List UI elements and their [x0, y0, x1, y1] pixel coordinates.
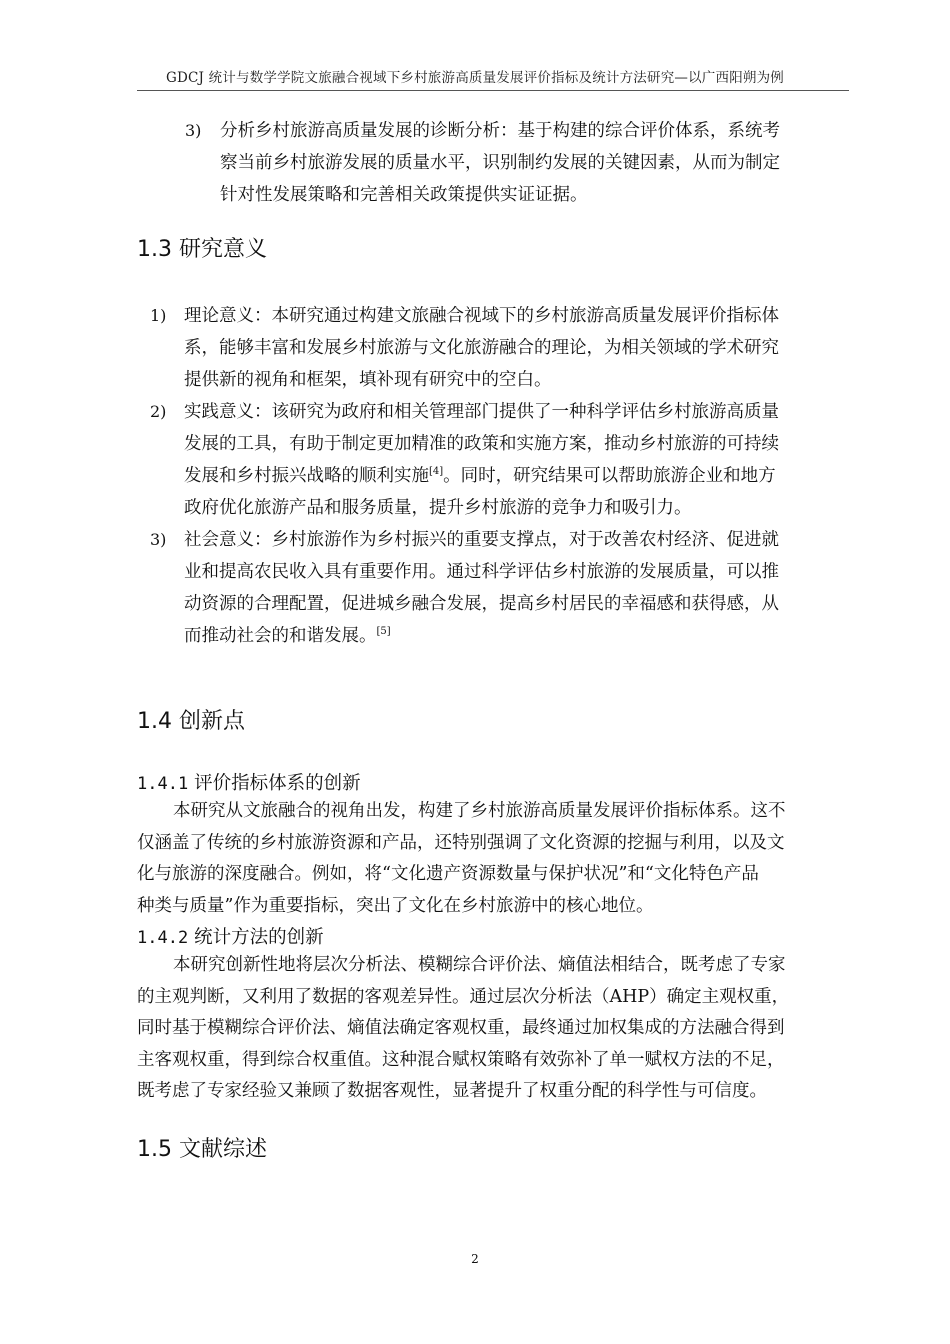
significance-item-1	[184, 300, 779, 396]
subsection-1-4-1-heading	[137, 770, 361, 798]
objective-item-number: 3)	[185, 121, 202, 140]
significance-item-2-number: 2)	[150, 402, 167, 421]
para-1-4-1-line-2: 仅涵盖了传统的乡村旅游资源和产品，还特别强调了文化资源的挖掘与利用，以及文	[137, 832, 785, 853]
subsection-1-4-2-title: 统计方法的创新	[194, 927, 324, 948]
subsection-1-4-1-title: 评价指标体系的创新	[194, 773, 361, 794]
header-rule	[137, 90, 849, 91]
significance-item-1-number: 1)	[150, 306, 167, 325]
significance-item-3-number: 3)	[150, 530, 167, 549]
citation-5[interactable]: [5]	[376, 626, 391, 637]
significance-1-line-2: 系，能够丰富和发展乡村旅游与文化旅游融合的理论，为相关领域的学术研究	[184, 338, 779, 358]
significance-3-line-1: 社会意义：乡村旅游作为乡村振兴的重要支撑点，对于改善农村经济、促进就	[184, 530, 779, 550]
significance-2-line-4: 政府优化旅游产品和服务质量，提升乡村旅游的竞争力和吸引力。	[184, 498, 692, 518]
subsection-1-4-1-paragraph	[137, 796, 849, 922]
significance-3-line-3: 动资源的合理配置，促进城乡融合发展，提高乡村居民的幸福感和获得感，从	[184, 594, 779, 614]
subsection-1-4-2-heading	[137, 924, 324, 952]
section-1-4-heading: 1.4 创新点	[137, 709, 245, 734]
para-1-4-2-line-1: 本研究创新性地将层次分析法、模糊综合评价法、熵值法相结合，既考虑了专家	[173, 955, 786, 975]
significance-3-line-4-text: 而推动社会的和谐发展。	[184, 626, 377, 646]
significance-2-line-3	[184, 460, 779, 492]
significance-1-line-3: 提供新的视角和框架，填补现有研究中的空白。	[184, 370, 552, 390]
significance-2-line-2: 发展的工具，有助于制定更加精准的政策和实施方案，推动乡村旅游的可持续	[184, 434, 779, 454]
subsection-1-4-2-number: 1.4.2	[137, 928, 189, 948]
para-1-4-1-line-1: 本研究从文旅融合的视角出发，构建了乡村旅游高质量发展评价指标体系。这不	[173, 801, 786, 821]
significance-1-line-1: 理论意义：本研究通过构建文旅融合视域下的乡村旅游高质量发展评价指标体	[184, 306, 779, 326]
para-1-4-1-line-4: 种类与质量”作为重要指标，突出了文化在乡村旅游中的核心地位。	[137, 895, 654, 916]
significance-2-line-3-tail: 。同时，研究结果可以帮助旅游企业和地方	[443, 466, 776, 486]
objective-item	[220, 115, 780, 211]
para-1-4-2-line-2: 的主观判断，又利用了数据的客观差异性。通过层次分析法（AHP）确定主观权重，	[137, 986, 790, 1007]
section-1-3-heading: 1.3 研究意义	[137, 237, 267, 262]
section-1-5-heading: 1.5 文献综述	[137, 1137, 267, 1162]
objective-line-3: 针对性发展策略和完善相关政策提供实证证据。	[220, 185, 588, 205]
citation-4[interactable]: [4]	[429, 466, 444, 477]
page-number: 2	[471, 1252, 479, 1266]
para-1-4-2-line-4: 主客观权重，得到综合权重值。这种混合赋权策略有效弥补了单一赋权方法的不足，	[137, 1049, 785, 1070]
significance-3-line-2: 业和提高农民收入具有重要作用。通过科学评估乡村旅游的发展质量，可以推	[184, 562, 779, 582]
running-header: GDCJ 统计与数学学院文旅融合视域下乡村旅游高质量发展评价指标及统计方法研究—以广西阳朔为例	[165, 70, 785, 86]
significance-3-line-4	[184, 620, 779, 652]
objective-line-1: 分析乡村旅游高质量发展的诊断分析：基于构建的综合评价体系，系统考	[220, 121, 780, 141]
significance-item-3	[184, 524, 779, 652]
subsection-1-4-2-paragraph	[137, 950, 849, 1108]
objective-line-2: 察当前乡村旅游发展的质量水平，识别制约发展的关键因素，从而为制定	[220, 153, 780, 173]
significance-item-2	[184, 396, 779, 524]
para-1-4-1-line-3: 化与旅游的深度融合。例如，将“文化遗产资源数量与保护状况”和“文化特色产品	[137, 864, 759, 884]
significance-2-line-3-text: 发展和乡村振兴战略的顺利实施	[184, 466, 429, 486]
para-1-4-2-line-3: 同时基于模糊综合评价法、熵值法确定客观权重，最终通过加权集成的方法融合得到	[137, 1018, 785, 1038]
subsection-1-4-1-number: 1.4.1	[137, 774, 189, 794]
significance-2-line-1: 实践意义：该研究为政府和相关管理部门提供了一种科学评估乡村旅游高质量	[184, 402, 779, 422]
para-1-4-2-line-5: 既考虑了专家经验又兼顾了数据客观性，显著提升了权重分配的科学性与可信度。	[137, 1081, 767, 1101]
